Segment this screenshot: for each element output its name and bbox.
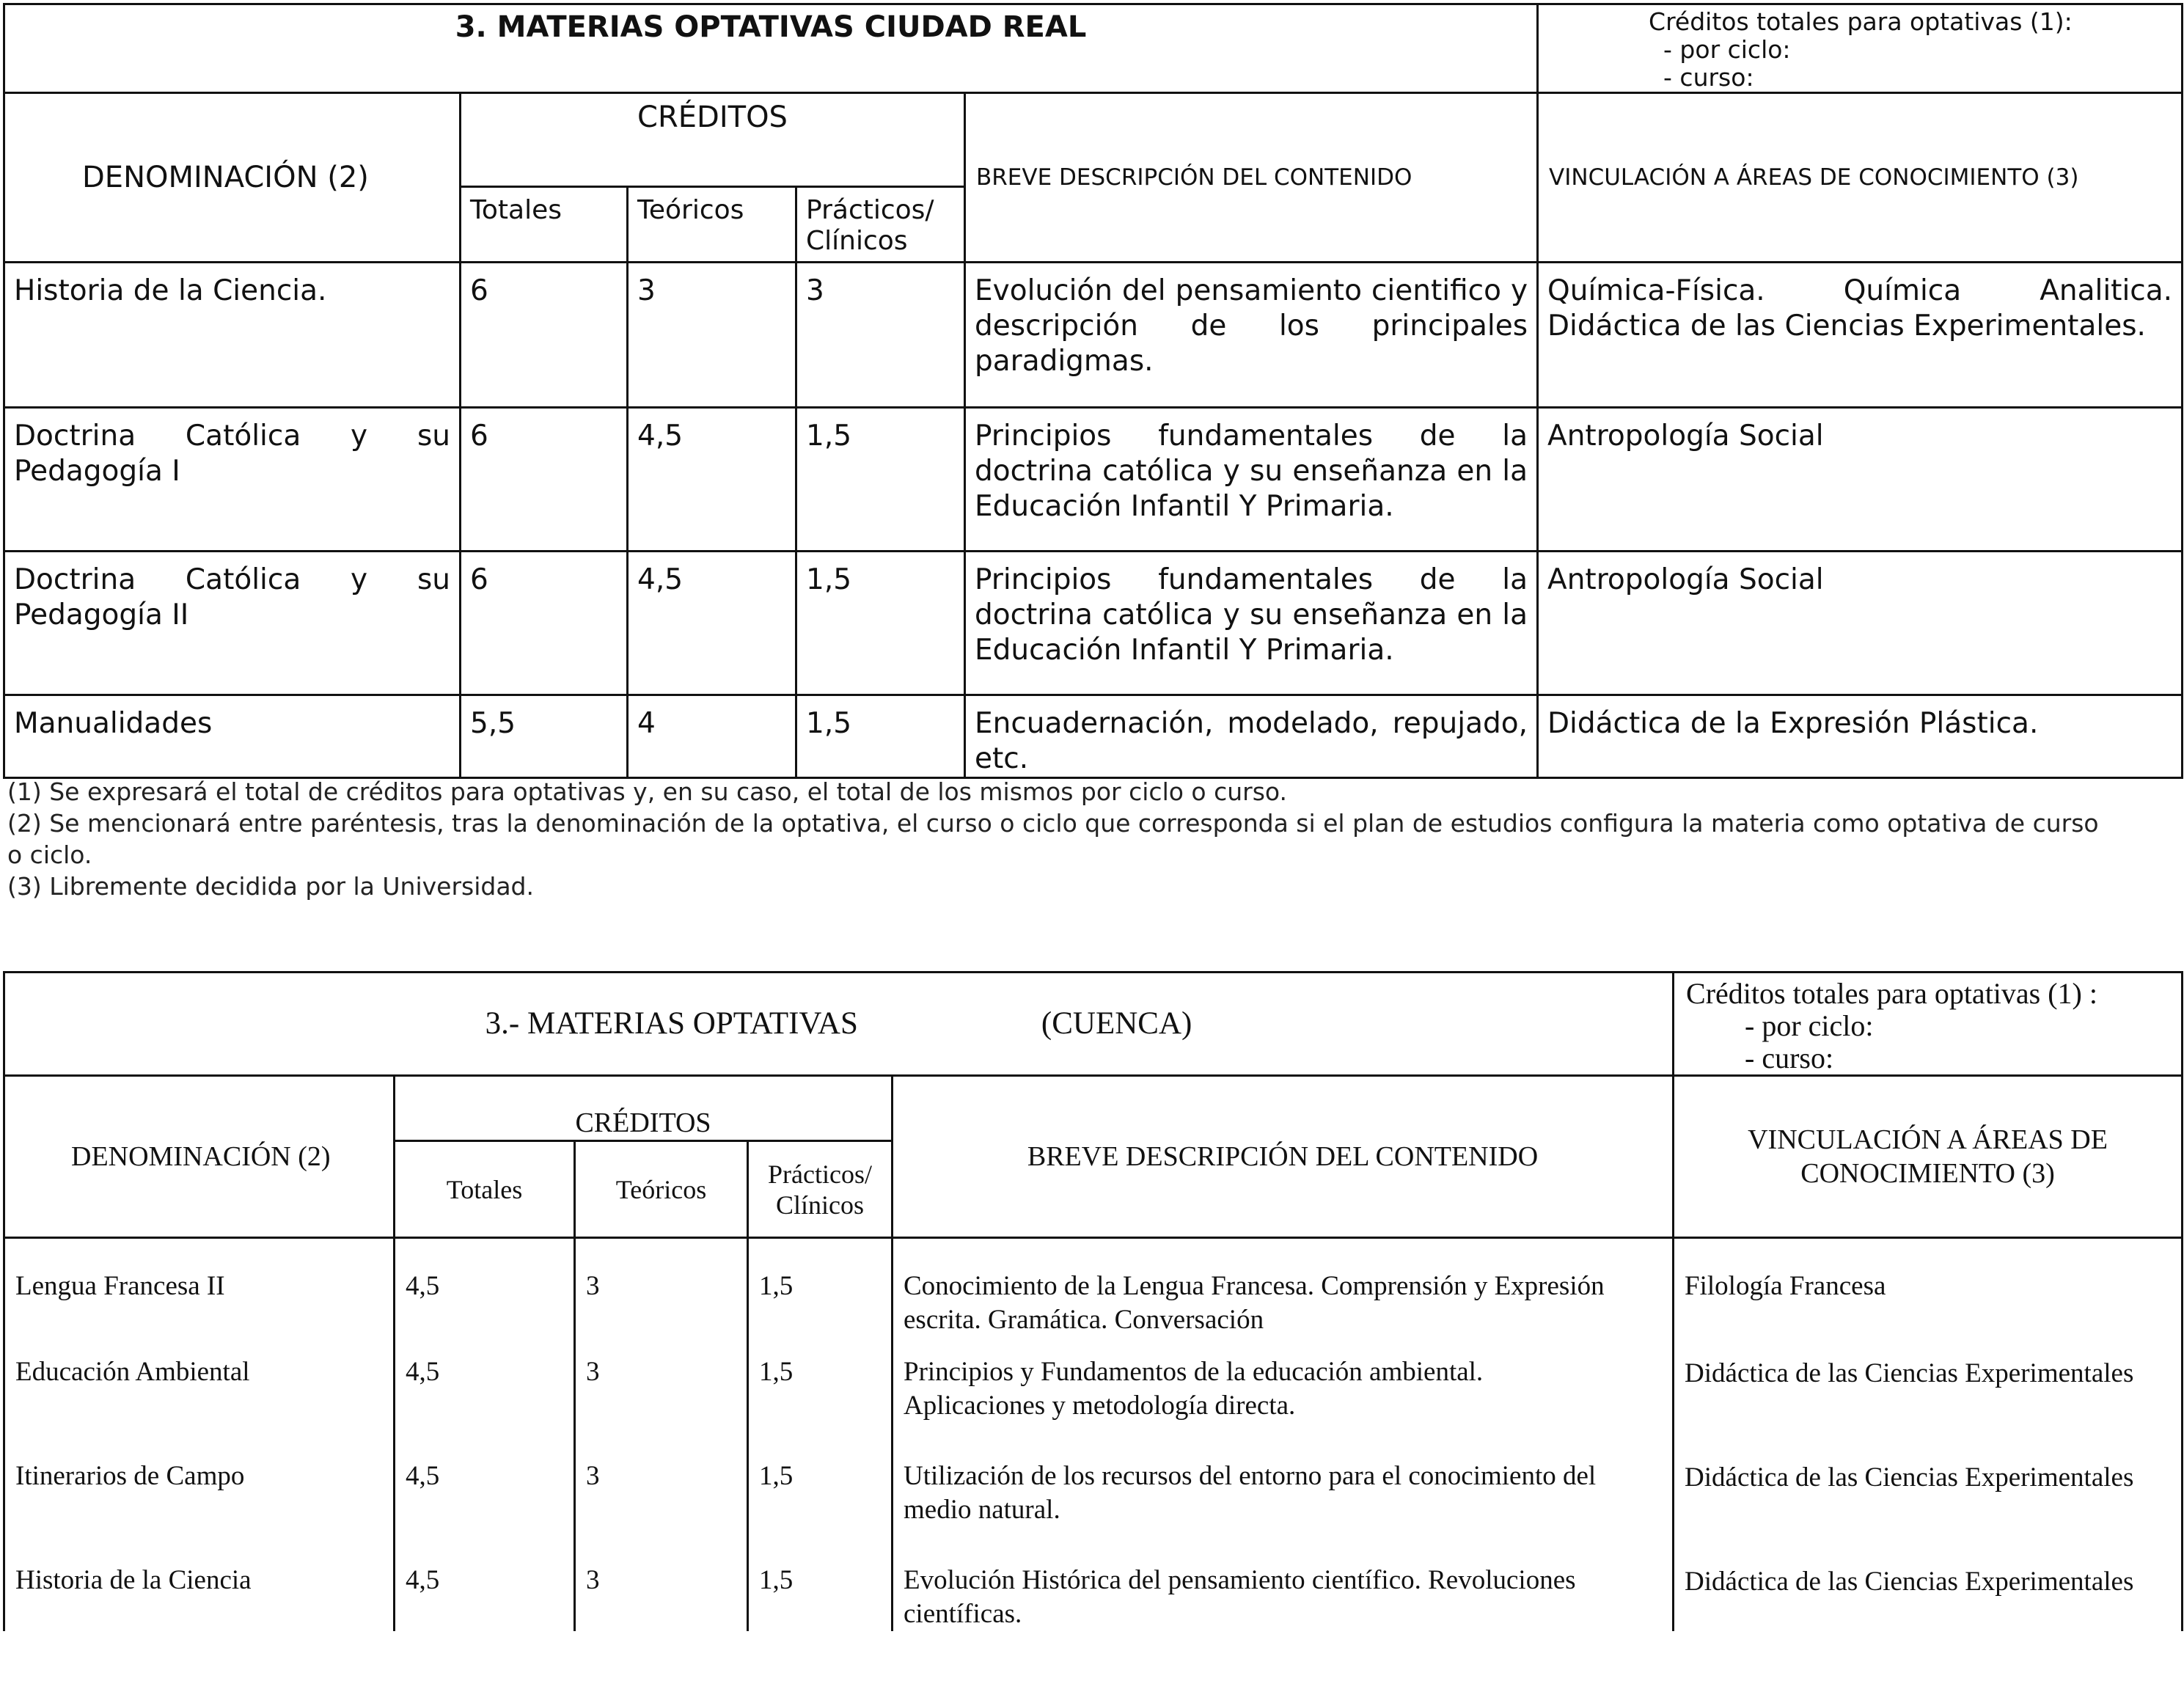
row-totales: 4,5 xyxy=(395,1549,575,1631)
row-descripcion-line1: Conocimiento de la Lengua Francesa. Comprensión y Expresión xyxy=(904,1271,1605,1301)
row-vinculacion: Didáctica de la Expresión Plástica. xyxy=(1538,695,2183,778)
row-teoricos: 3 xyxy=(575,1341,748,1445)
row-descripcion-line1: Utilización de los recursos del entorno para el conocimiento del xyxy=(904,1460,1597,1491)
denominacion-header: DENOMINACIÓN (2) xyxy=(4,93,461,263)
row-descripcion-line1: Principios y Fundamentos de la educación ambiental. xyxy=(904,1356,1484,1387)
row-denominacion: Lengua Francesa II xyxy=(4,1238,395,1341)
row-descripcion xyxy=(893,1445,1674,1549)
table-row xyxy=(4,552,2183,695)
row-vinculacion: Filología Francesa xyxy=(1674,1238,2183,1341)
footnote-1: (1) Se expresará el total de créditos para optativas y, en su caso, el total de los mismos por ciclo o curso. xyxy=(7,777,1288,806)
footnotes xyxy=(7,776,2119,902)
row-denominacion: Itinerarios de Campo xyxy=(4,1445,395,1549)
row-descripcion-line1: Evolución Histórica del pensamiento científico. Revoluciones xyxy=(904,1564,1576,1595)
row-vinculacion: Antropología Social xyxy=(1538,552,2183,695)
row-descripcion: Principios fundamentales de la doctrina católica y su enseñanza en la Educación Infantil Y Primaria. xyxy=(965,552,1538,695)
row-descripcion-line2: medio natural. xyxy=(904,1494,1060,1525)
row-denominacion: Historia de la Ciencia. xyxy=(4,263,461,408)
row-descripcion xyxy=(893,1341,1674,1445)
row-teoricos: 4,5 xyxy=(628,408,796,552)
row-descripcion: Encuadernación, modelado, repujado, etc. xyxy=(965,695,1538,778)
creditos-header: CRÉDITOS xyxy=(461,93,965,187)
row-vinculacion: Didáctica de las Ciencias Experimentales xyxy=(1674,1549,2183,1631)
creditos-totales-box xyxy=(1674,973,2183,1076)
practicos-label: Prácticos/ xyxy=(768,1159,872,1189)
footnote-2: (2) Se mencionará entre paréntesis, tras la denominación de la optativa, el curso o ciclo que corresponda si el plan de estudios configura la materia como optativa de curso o ciclo. xyxy=(7,809,2099,869)
row-practicos: 1,5 xyxy=(748,1341,893,1445)
row-vinculacion: Didáctica de las Ciencias Experimentales xyxy=(1674,1445,2183,1549)
row-practicos: 1,5 xyxy=(796,695,965,778)
row-descripcion xyxy=(893,1238,1674,1341)
row-totales: 4,5 xyxy=(395,1238,575,1341)
row-descripcion-line2: escrita. Gramática. Conversación xyxy=(904,1305,1264,1335)
ciudad-real-table xyxy=(3,3,2183,779)
creditos-totales-box xyxy=(1538,4,2183,93)
descripcion-header: BREVE DESCRIPCIÓN DEL CONTENIDO xyxy=(893,1076,1674,1238)
totales-header: Totales xyxy=(395,1141,575,1238)
table-row xyxy=(4,695,2183,778)
row-teoricos: 4 xyxy=(628,695,796,778)
row-denominacion: Historia de la Ciencia xyxy=(4,1549,395,1631)
practicos-label: Prácticos/ xyxy=(806,195,934,225)
row-denominacion: Doctrina Católica y su Pedagogía I xyxy=(4,408,461,552)
row-vinculacion: Didáctica de las Ciencias Experimentales xyxy=(1674,1341,2183,1445)
row-descripcion: Principios fundamentales de la doctrina católica y su enseñanza en la Educación Infantil Y Primaria. xyxy=(965,408,1538,552)
row-teoricos: 3 xyxy=(575,1549,748,1631)
vinculacion-header-line1: VINCULACIÓN A ÁREAS DE xyxy=(1748,1124,2108,1155)
cuenca-title-main: 3.- MATERIAS OPTATIVAS xyxy=(485,1006,858,1041)
por-ciclo-label: - por ciclo: xyxy=(1745,1009,1874,1042)
practicos-header xyxy=(796,187,965,263)
row-totales: 4,5 xyxy=(395,1445,575,1549)
row-teoricos: 3 xyxy=(575,1238,748,1341)
row-practicos: 1,5 xyxy=(748,1549,893,1631)
cuenca-title-city: (CUENCA) xyxy=(1041,1006,1192,1041)
row-denominacion: Educación Ambiental xyxy=(4,1341,395,1445)
clinicos-label: Clínicos xyxy=(806,226,908,256)
row-teoricos: 3 xyxy=(628,263,796,408)
creditos-header: CRÉDITOS xyxy=(395,1076,893,1141)
clinicos-label: Clínicos xyxy=(775,1190,864,1220)
row-descripcion xyxy=(893,1549,1674,1631)
descripcion-header: BREVE DESCRIPCIÓN DEL CONTENIDO xyxy=(965,93,1538,263)
row-descripcion-line2: científicas. xyxy=(904,1598,1022,1629)
cuenca-table xyxy=(3,971,2183,1631)
row-descripcion-line2: Aplicaciones y metodología directa. xyxy=(904,1390,1296,1421)
totales-header: Totales xyxy=(461,187,628,263)
row-totales: 6 xyxy=(461,263,628,408)
table-row xyxy=(4,263,2183,408)
table-row xyxy=(4,1341,2183,1445)
row-practicos: 1,5 xyxy=(796,552,965,695)
footnote-3: (3) Libremente decidida por la Universidad. xyxy=(7,872,534,901)
row-practicos: 1,5 xyxy=(748,1238,893,1341)
curso-label: - curso: xyxy=(1745,1041,1834,1074)
row-practicos: 1,5 xyxy=(796,408,965,552)
row-vinculacion: Antropología Social xyxy=(1538,408,2183,552)
creditos-totales-label: Créditos totales para optativas (1) : xyxy=(1686,977,2097,1010)
teoricos-header: Teóricos xyxy=(575,1141,748,1238)
practicos-header xyxy=(748,1141,893,1238)
row-totales: 6 xyxy=(461,408,628,552)
table-row xyxy=(4,1445,2183,1549)
curso-label: - curso: xyxy=(1663,63,1754,92)
row-totales: 6 xyxy=(461,552,628,695)
row-vinculacion: Química-Física. Química Analitica. Didáctica de las Ciencias Experimentales. xyxy=(1538,263,2183,408)
creditos-totales-label: Créditos totales para optativas (1): xyxy=(1649,7,2073,36)
row-practicos: 1,5 xyxy=(748,1445,893,1549)
vinculacion-header-line2: CONOCIMIENTO (3) xyxy=(1800,1158,2055,1189)
row-teoricos: 3 xyxy=(575,1445,748,1549)
ciudad-real-title: 3. MATERIAS OPTATIVAS CIUDAD REAL xyxy=(4,4,1538,93)
cuenca-title xyxy=(4,973,1674,1076)
row-practicos: 3 xyxy=(796,263,965,408)
row-denominacion: Manualidades xyxy=(4,695,461,778)
teoricos-header: Teóricos xyxy=(628,187,796,263)
row-teoricos: 4,5 xyxy=(628,552,796,695)
row-denominacion: Doctrina Católica y su Pedagogía II xyxy=(4,552,461,695)
table-row xyxy=(4,1238,2183,1341)
row-totales: 4,5 xyxy=(395,1341,575,1445)
denominacion-header: DENOMINACIÓN (2) xyxy=(4,1076,395,1238)
vinculacion-header xyxy=(1674,1076,2183,1238)
table-row xyxy=(4,1549,2183,1631)
row-totales: 5,5 xyxy=(461,695,628,778)
table-row xyxy=(4,408,2183,552)
por-ciclo-label: - por ciclo: xyxy=(1663,35,1791,64)
vinculacion-header: VINCULACIÓN A ÁREAS DE CONOCIMIENTO (3) xyxy=(1538,93,2183,263)
row-descripcion: Evolución del pensamiento cientifico y descripción de los principales paradigmas. xyxy=(965,263,1538,408)
